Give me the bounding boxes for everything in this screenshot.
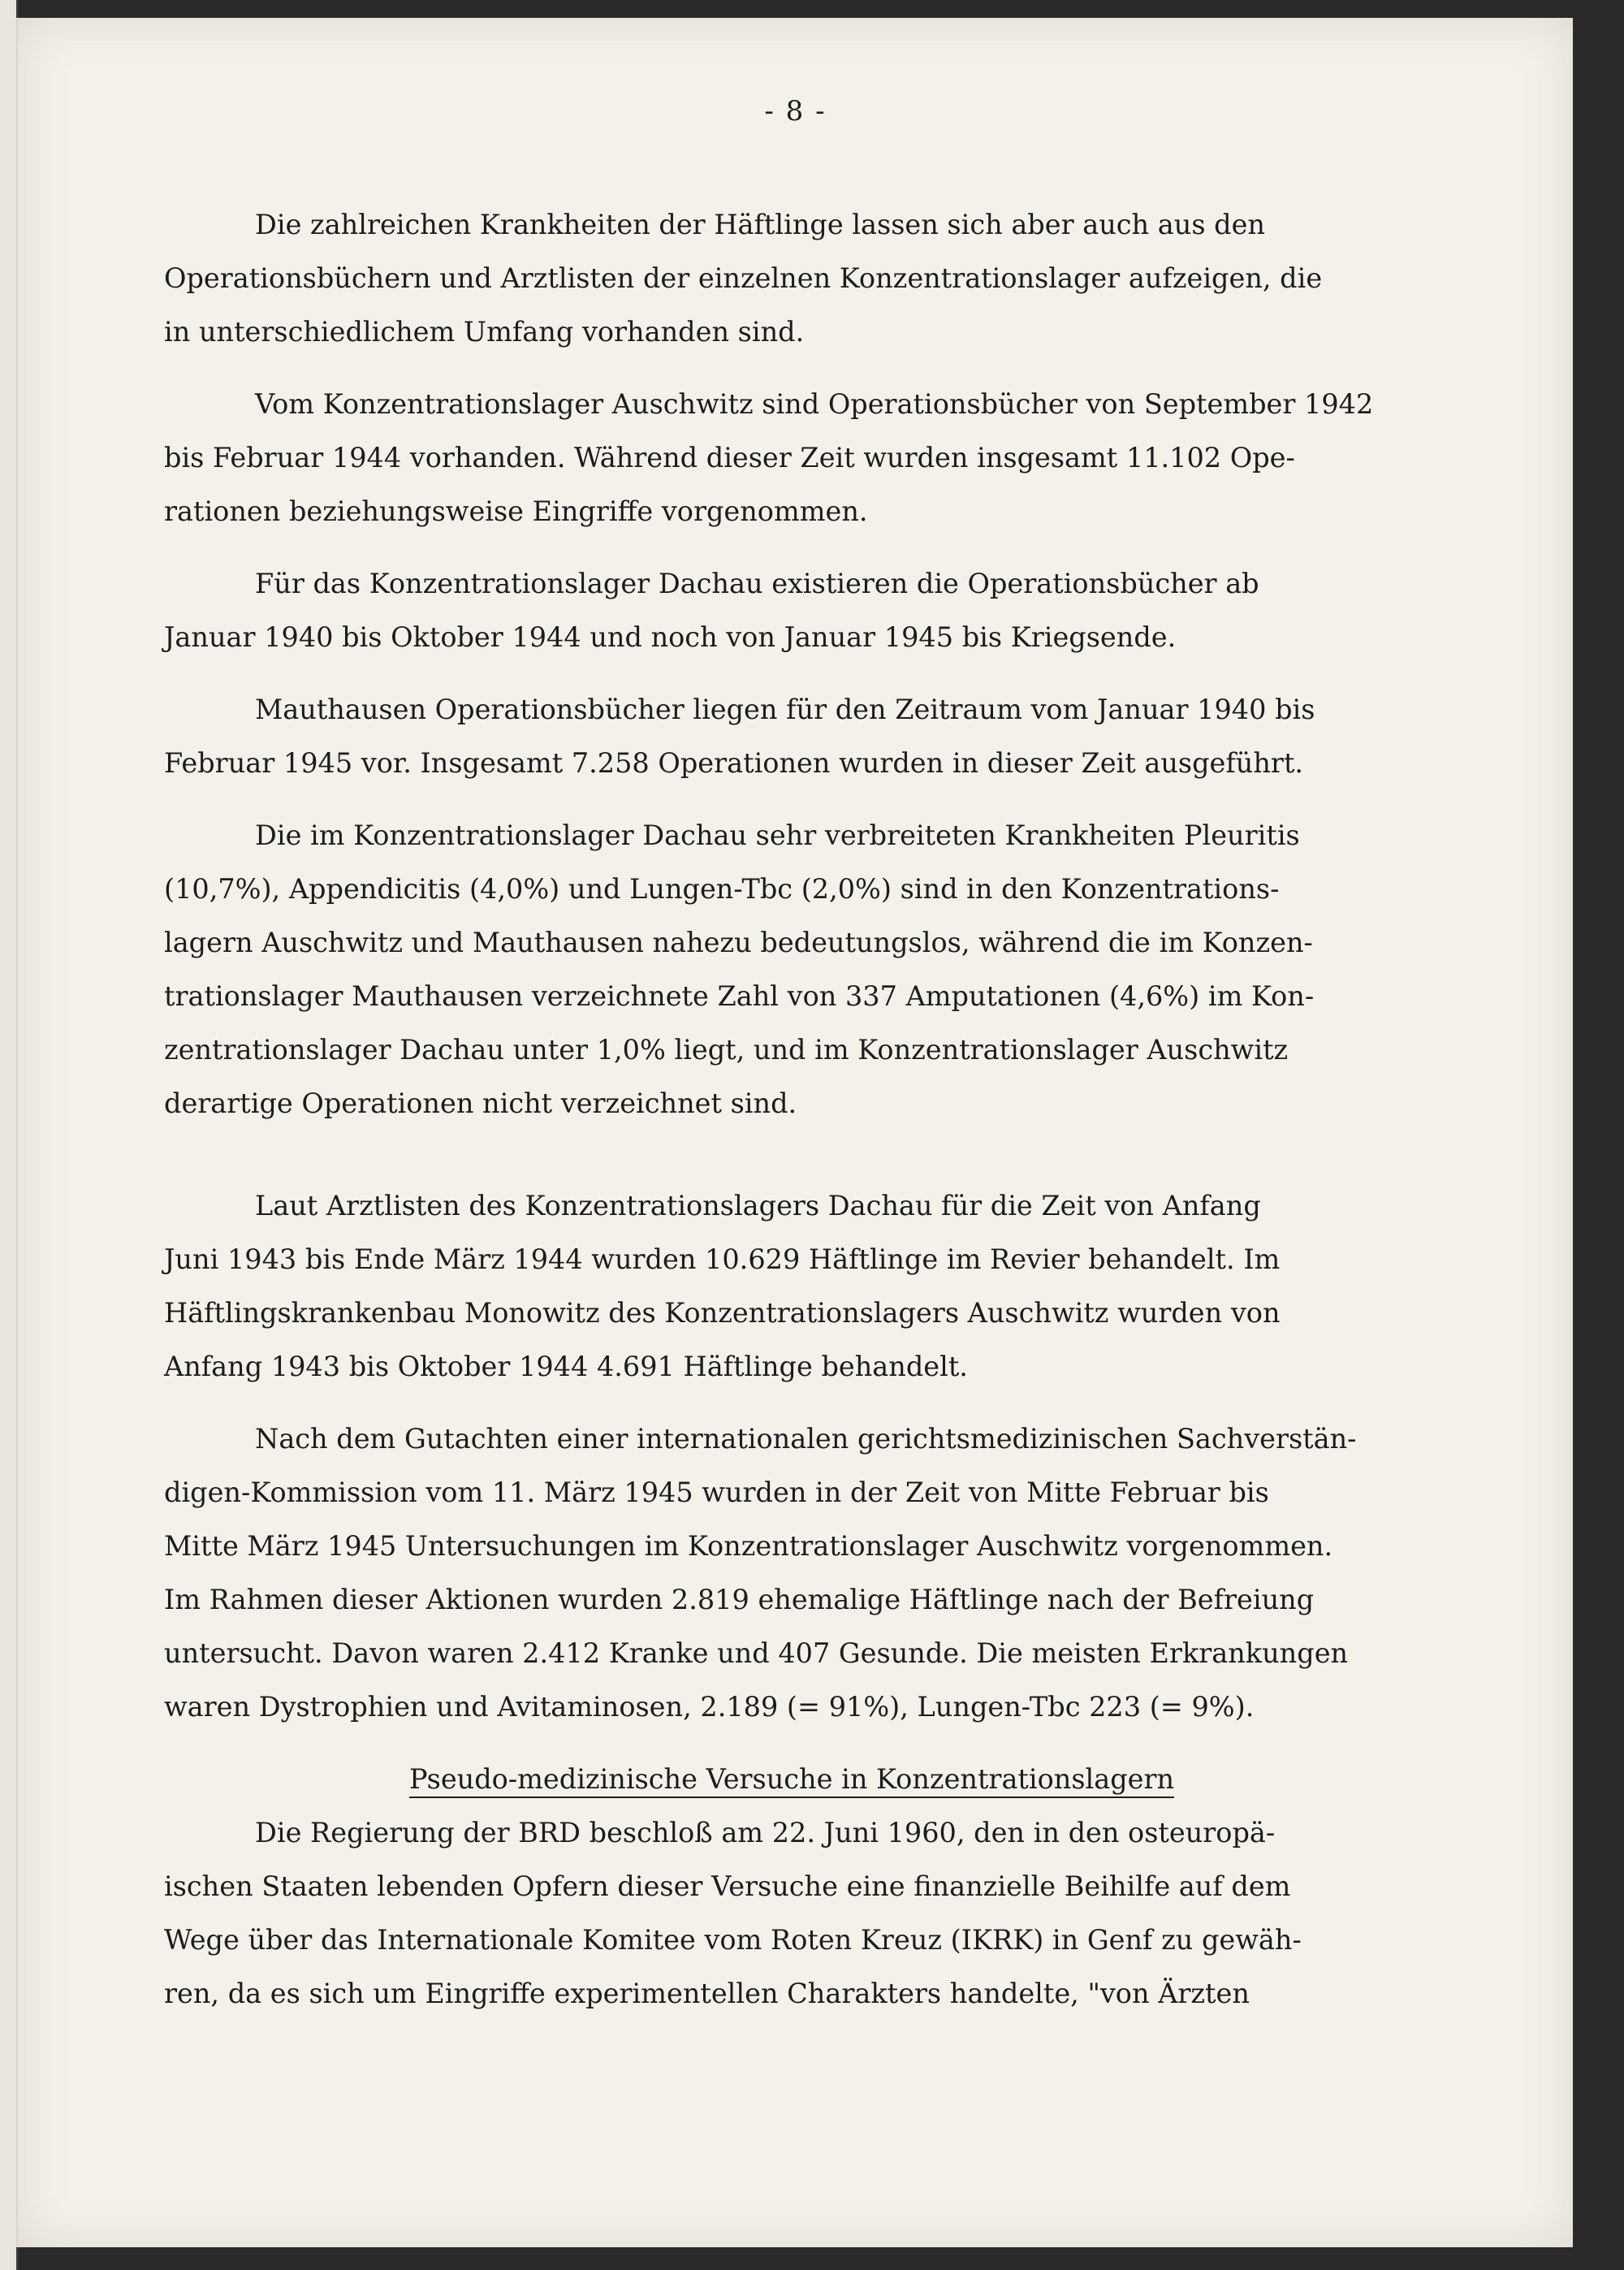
body-text [164, 198, 1573, 2039]
text-line: Operationsbüchern und Arztlisten der einzelnen Konzentrationslager aufzeigen, die [164, 262, 1323, 294]
paragraph-7 [164, 1412, 1573, 1734]
text-line: Häftlingskrankenbau Monowitz des Konzentrationslagers Auschwitz wurden von [164, 1297, 1281, 1329]
text-line: derartige Operationen nicht verzeichnet sind. [164, 1087, 797, 1119]
text-line: Laut Arztlisten des Konzentrationslagers Dachau für die Zeit von Anfang [255, 1190, 1261, 1221]
text-line: Vom Konzentrationslager Auschwitz sind Operationsbücher von September 1942 [255, 388, 1374, 420]
text-line: ischen Staaten lebenden Opfern dieser Versuche eine finanzielle Beihilfe auf dem [164, 1870, 1291, 1902]
text-line: lagern Auschwitz und Mauthausen nahezu bedeutungslos, während die im Konzen- [164, 927, 1313, 958]
section-heading [164, 1753, 1573, 1806]
paragraph-4 [164, 683, 1573, 790]
paragraph-3 [164, 557, 1573, 664]
text-line: Für das Konzentrationslager Dachau existieren die Operationsbücher ab [255, 568, 1259, 599]
text-line: Mauthausen Operationsbücher liegen für den Zeitraum vom Januar 1940 bis [255, 694, 1315, 725]
text-line: Die Regierung der BRD beschloß am 22. Juni 1960, den in den osteuropä- [255, 1817, 1276, 1848]
paragraph-1 [164, 198, 1573, 359]
text-line: Anfang 1943 bis Oktober 1944 4.691 Häftlinge behandelt. [164, 1351, 968, 1382]
paragraph-2 [164, 378, 1573, 538]
text-line: Nach dem Gutachten einer internationalen gerichtsmedizinischen Sachverstän- [255, 1423, 1357, 1455]
text-line: digen-Kommission vom 11. März 1945 wurden in der Zeit von Mitte Februar bis [164, 1477, 1269, 1508]
document-page [16, 18, 1573, 2247]
text-line: Mitte März 1945 Untersuchungen im Konzentrationslager Auschwitz vorgenommen. [164, 1530, 1333, 1562]
text-line: Die im Konzentrationslager Dachau sehr verbreiteten Krankheiten Pleuritis [255, 819, 1300, 851]
text-line: Wege über das Internationale Komitee vom Roten Kreuz (IKRK) in Genf zu gewäh- [164, 1924, 1302, 1956]
text-line: ren, da es sich um Eingriffe experimentellen Charakters handelte, "von Ärzten [164, 1978, 1250, 2009]
text-line: trationslager Mauthausen verzeichnete Zahl von 337 Amputationen (4,6%) im Kon- [164, 980, 1315, 1012]
paragraph-6 [164, 1179, 1573, 1394]
text-line: Im Rahmen dieser Aktionen wurden 2.819 ehemalige Häftlinge nach der Befreiung [164, 1584, 1315, 1615]
text-line: Juni 1943 bis Ende März 1944 wurden 10.629 Häftlinge im Revier behandelt. Im [164, 1243, 1281, 1275]
text-line: untersucht. Davon waren 2.412 Kranke und 407 Gesunde. Die meisten Erkrankungen [164, 1637, 1349, 1669]
page-number: - 8 - [764, 95, 827, 128]
text-line: in unterschiedlichem Umfang vorhanden sind. [164, 316, 805, 348]
section-heading-text: Pseudo-medizinische Versuche in Konzentrationslagern [409, 1763, 1174, 1798]
text-line: Februar 1945 vor. Insgesamt 7.258 Operationen wurden in dieser Zeit ausgeführt. [164, 747, 1304, 779]
text-line: bis Februar 1944 vorhanden. Während dieser Zeit wurden insgesamt 11.102 Ope- [164, 442, 1295, 473]
paragraph-8 [164, 1806, 1573, 2021]
text-line: (10,7%), Appendicitis (4,0%) und Lungen-Tbc (2,0%) sind in den Konzentrations- [164, 873, 1280, 905]
paragraph-5 [164, 809, 1573, 1131]
text-line: waren Dystrophien und Avitaminosen, 2.189 (= 91%), Lungen-Tbc 223 (= 9%). [164, 1691, 1255, 1723]
text-line: rationen beziehungsweise Eingriffe vorgenommen. [164, 495, 868, 527]
text-line: zentrationslager Dachau unter 1,0% liegt, und im Konzentrationslager Auschwitz [164, 1034, 1289, 1066]
text-line: Januar 1940 bis Oktober 1944 und noch von Januar 1945 bis Kriegsende. [164, 621, 1177, 653]
text-line: Die zahlreichen Krankheiten der Häftlinge lassen sich aber auch aus den [255, 209, 1265, 240]
